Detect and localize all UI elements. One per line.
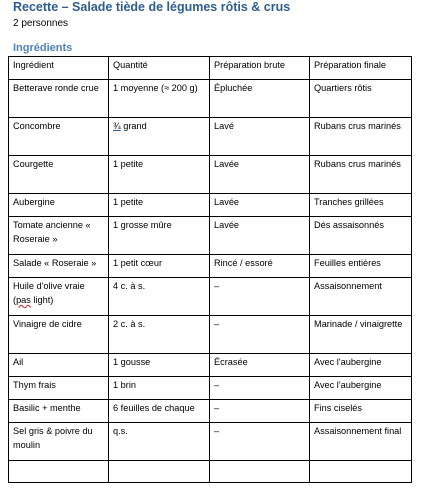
spellcheck-marked-word: pas <box>16 295 31 305</box>
table-row <box>9 354 412 377</box>
cell-quantity: 1 petite <box>109 194 210 217</box>
cell-raw-prep: – <box>210 377 310 400</box>
table-row <box>9 278 412 316</box>
cell-raw-prep: – <box>210 316 310 354</box>
quantity-rest-text: grand <box>120 121 147 131</box>
cell-raw-prep: Lavée <box>210 156 310 194</box>
table-row <box>9 156 412 194</box>
cell-final-prep: Assaisonnement <box>310 278 412 316</box>
cell-ingredient: Tomate ancienne « Roseraie » <box>9 217 109 255</box>
cell-ingredient: Sel gris & poivre du moulin <box>9 423 109 461</box>
servings-text: 2 personnes <box>13 18 69 29</box>
cell-raw-prep: Écrasée <box>210 354 310 377</box>
header-quantity: Quantité <box>109 57 210 80</box>
cell-ingredient: Ail <box>9 354 109 377</box>
table-row <box>9 316 412 354</box>
cell-quantity: 4 c. à s. <box>109 278 210 316</box>
cell-final-prep: Assaisonnement final <box>310 423 412 461</box>
cell-ingredient <box>9 461 109 483</box>
cell-ingredient: Thym frais <box>9 377 109 400</box>
section-heading-ingredients: Ingrédients <box>13 42 73 54</box>
cell-raw-prep: Rincé / essoré <box>210 255 310 278</box>
table-row <box>9 217 412 255</box>
fraction-text: ¾ <box>113 121 121 131</box>
cell-final-prep: Dés assaisonnés <box>310 217 412 255</box>
table-row <box>9 377 412 400</box>
cell-raw-prep: Épluchée <box>210 80 310 118</box>
cell-final-prep: Rubans crus marinés <box>310 156 412 194</box>
cell-final-prep: Tranches grillées <box>310 194 412 217</box>
table-row <box>9 194 412 217</box>
header-ingredient: Ingrédient <box>9 57 109 80</box>
cell-quantity: 1 moyenne (≈ 200 g) <box>109 80 210 118</box>
cell-quantity: 1 petite <box>109 156 210 194</box>
cell-quantity: 1 petit cœur <box>109 255 210 278</box>
cell-quantity: 6 feuilles de chaque <box>109 400 210 423</box>
cell-quantity: 1 brin <box>109 377 210 400</box>
cell-quantity: 2 c. à s. <box>109 316 210 354</box>
cell-final-prep: Fins ciselés <box>310 400 412 423</box>
cell-raw-prep: Lavée <box>210 217 310 255</box>
ingredients-table <box>8 56 412 483</box>
header-final-prep: Préparation finale <box>310 57 412 80</box>
table-row <box>9 423 412 461</box>
table-row <box>9 461 412 483</box>
cell-ingredient: Vinaigre de cidre <box>9 316 109 354</box>
header-raw-prep: Préparation brute <box>210 57 310 80</box>
cell-quantity: q.s. <box>109 423 210 461</box>
cell-ingredient: Concombre <box>9 118 109 156</box>
cell-ingredient: Betterave ronde crue <box>9 80 109 118</box>
cell-quantity: 1 grosse mûre <box>109 217 210 255</box>
cell-raw-prep: – <box>210 423 310 461</box>
cell-final-prep: Avec l'aubergine <box>310 377 412 400</box>
cell-ingredient: Aubergine <box>9 194 109 217</box>
cell-quantity <box>109 461 210 483</box>
cell-final-prep: Quartiers rôtis <box>310 80 412 118</box>
cell-ingredient: Basilic + menthe <box>9 400 109 423</box>
cell-ingredient <box>9 278 109 316</box>
table-header-row <box>9 57 412 80</box>
cell-final-prep: Rubans crus marinés <box>310 118 412 156</box>
cell-quantity <box>109 118 210 156</box>
cell-final-prep: Avec l'aubergine <box>310 354 412 377</box>
cell-quantity: 1 gousse <box>109 354 210 377</box>
cell-ingredient: Courgette <box>9 156 109 194</box>
table-row <box>9 400 412 423</box>
cell-raw-prep <box>210 461 310 483</box>
table-row <box>9 118 412 156</box>
ingredient-text-before: Huile d'olive vraie ( <box>13 281 85 305</box>
table-row <box>9 255 412 278</box>
cell-ingredient: Salade « Roseraie » <box>9 255 109 278</box>
cell-final-prep <box>310 461 412 483</box>
cell-final-prep: Feuilles entières <box>310 255 412 278</box>
table-row <box>9 80 412 118</box>
ingredient-text-after: light) <box>30 295 54 305</box>
cell-raw-prep: – <box>210 400 310 423</box>
recipe-title: Recette – Salade tiède de légumes rôtis & crus <box>13 0 291 14</box>
cell-final-prep: Marinade / vinaigrette <box>310 316 412 354</box>
cell-raw-prep: – <box>210 278 310 316</box>
cell-raw-prep: Lavée <box>210 194 310 217</box>
cell-raw-prep: Lavé <box>210 118 310 156</box>
